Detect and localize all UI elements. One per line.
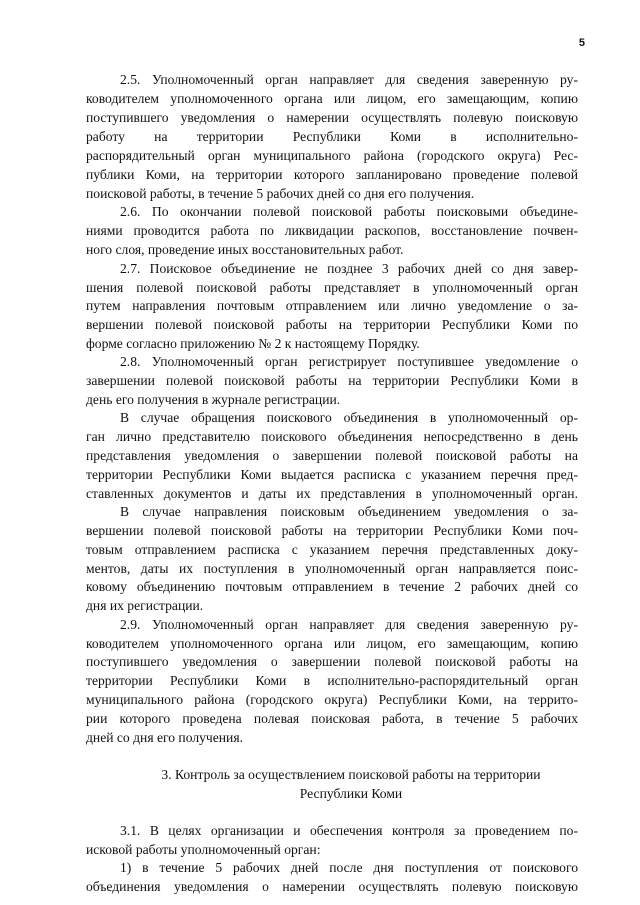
text-line: путем направления почтовым отправлением или лично уведомление о за- [86, 298, 578, 313]
text-line: 2.5. Уполномоченный орган направляет для сведения заверенную ру- [120, 72, 578, 87]
text-line: представления уведомления о завершении полевой поисковой работы на [86, 448, 578, 463]
text-line: рии которого проведена полевая поисковая работа, в течение 5 рабочих [86, 711, 578, 726]
text-line: дней со дня его получения. [86, 730, 243, 745]
text-line: форме согласно приложению № 2 к настоящему Порядку. [86, 336, 420, 351]
text-line: ниями проводится работа по ликвидации раскопов, восстановление почвен- [86, 223, 578, 238]
text-line: В случае обращения поискового объединения в уполномоченный ор- [120, 410, 578, 425]
text-line: распорядительный орган муниципального района (городского округа) Рес- [86, 148, 578, 163]
text-line: 3.1. В целях организации и обеспечения контроля за проведением по- [120, 823, 578, 838]
text-line: 2.9. Уполномоченный орган направляет для сведения заверенную ру- [120, 617, 578, 632]
text-line: муниципального района (городского округа) Республики Коми, на террито- [86, 692, 578, 707]
text-line: 1) в течение 5 рабочих дней после дня поступления от поискового [120, 860, 578, 875]
text-line: поисковой работы, в течение 5 рабочих дней со дня его получения. [86, 186, 475, 201]
text-line: ного слоя, проведение иных восстановительных работ. [86, 242, 404, 257]
text-line: 2.6. По окончании полевой поисковой работы поисковыми объедине- [120, 204, 578, 219]
text-line: вершении полевой поисковой работы на территории Республики Коми поч- [86, 523, 578, 538]
page-number: 5 [578, 37, 585, 49]
text-line: завершении полевой поисковой работы на территории Республики Коми в [86, 373, 578, 388]
text-line: ководителем уполномоченного органа или лицом, его замещающим, копию [86, 636, 578, 651]
section-title-line: 3. Контроль за осуществлением поисковой работы на территории [161, 767, 541, 782]
text-line: ковому объединению почтовым отправлением в течение 2 рабочих дней со [86, 579, 578, 594]
text-line: 2.7. Поисковое объединение не позднее 3 рабочих дней со дня завер- [120, 261, 578, 276]
text-line: территории Республики Коми выдается расписка с указанием перечня пред- [86, 467, 578, 482]
text-line: вершении полевой поисковой работы на территории Республики Коми по [86, 317, 578, 332]
text-line: день его получения в журнале регистрации. [86, 392, 341, 407]
text-line: 2.8. Уполномоченный орган регистрирует поступившее уведомление о [120, 354, 578, 369]
text-line: работу на территории Республики Коми в исполнительно- [86, 129, 578, 144]
text-line: товым отправлением расписка с указанием перечня представленных доку- [86, 542, 578, 557]
text-line: ководителем уполномоченного органа или лицом, его замещающим, копию [86, 91, 578, 106]
text-line: дня их регистрации. [86, 598, 204, 613]
text-line: исковой работы уполномоченный орган: [86, 842, 321, 857]
text-line: публики Коми, на территории которого запланировано проведение полевой [86, 167, 578, 182]
text-line: территории Республики Коми в исполнительно-распорядительный орган [86, 673, 578, 688]
section-title-line: Республики Коми [299, 786, 403, 801]
text-line: объединения уведомления о намерении осуществлять полевую поисковую [86, 879, 578, 894]
text-line: ставленных документов и даты их представления в уполномоченный орган. [86, 486, 578, 501]
text-line: поступившего уведомления о завершении полевой поисковой работы на [86, 654, 578, 669]
text-line: ган лично представителю поискового объединения непосредственно в день [86, 429, 578, 444]
text-line: ментов, даты их поступления в уполномоченный орган направляется поис- [86, 561, 578, 576]
text-line: В случае направления поисковым объединением уведомления о за- [120, 504, 578, 519]
text-line: шения полевой поисковой работы представляет в уполномоченный орган [86, 280, 578, 295]
text-line: поступившего уведомления о намерении осуществлять полевую поисковую [86, 110, 578, 125]
